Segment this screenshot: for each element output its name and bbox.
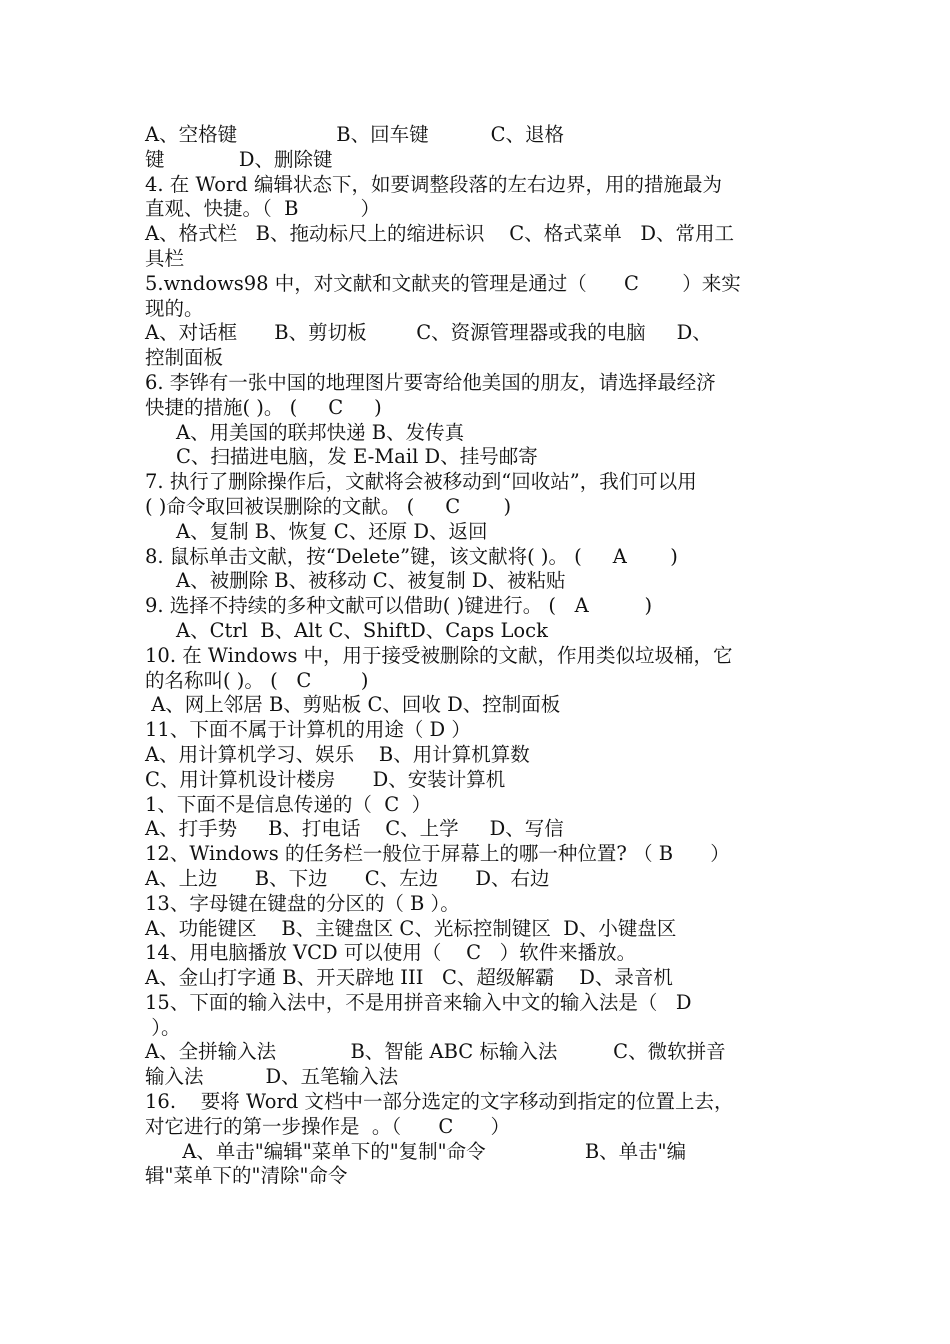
text-line: 4. 在 Word 编辑状态下，如要调整段落的左右边界，用的措施最为 xyxy=(145,172,722,196)
text-line: 具栏 xyxy=(145,246,185,270)
text-line: A、格式栏 B、拖动标尺上的缩进标识 C、格式菜单 D、常用工 xyxy=(145,222,734,246)
text-line: 输入法 D、五笔输入法 xyxy=(145,1065,399,1089)
text-line: C、用计算机设计楼房 D、安装计算机 xyxy=(145,767,506,791)
text-line: 7. 执行了删除操作后，文献将会被移动到“回收站”，我们可以用 xyxy=(145,470,697,494)
text-line: A、用美国的联邦快递 B、发传真 xyxy=(145,420,465,444)
text-line: 10. 在 Windows 中，用于接受被删除的文献，作用类似垃圾桶，它 xyxy=(145,643,733,667)
question-text xyxy=(145,123,810,1189)
text-line: 8. 鼠标单击文献，按“Delete”键，该文献将( )。 ( A ) xyxy=(145,544,678,568)
text-line: A、用计算机学习、娱乐 B、用计算机算数 xyxy=(145,742,530,766)
text-line: 14、用电脑播放 VCD 可以使用（ C ）软件来播放。 xyxy=(145,941,637,965)
text-line: A、金山打字通 B、开天辟地 III C、超级解霸 D、录音机 xyxy=(145,966,673,990)
text-line: 15、下面的输入法中，不是用拼音来输入中文的输入法是（ D xyxy=(145,990,692,1014)
text-line: C、扫描进电脑，发 E-Mail D、挂号邮寄 xyxy=(145,445,538,469)
text-line: A、复制 B、恢复 C、还原 D、返回 xyxy=(145,519,488,543)
text-line: A、打手势 B、打电话 C、上学 D、写信 xyxy=(145,817,564,841)
text-line: 直观、快捷。（ B ） xyxy=(145,197,380,221)
text-line: 辑"菜单下的"清除"命令 xyxy=(145,1164,348,1188)
text-line: 6. 李铧有一张中国的地理图片要寄给他美国的朋友，请选择最经济 xyxy=(145,370,716,394)
text-line: 键 D、删除键 xyxy=(145,147,333,171)
text-line: A、空格键 B、回车键 C、退格 xyxy=(145,123,564,146)
text-line: 的名称叫( )。 ( C ) xyxy=(145,668,369,692)
text-line: ( )命令取回被误删除的文献。 ( C ) xyxy=(145,494,512,518)
text-line: 12、Windows 的任务栏一般位于屏幕上的哪一种位置? （ B ） xyxy=(145,842,730,866)
text-line: 控制面板 xyxy=(145,346,224,370)
text-line: 11、下面不属于计算机的用途（ D ） xyxy=(145,718,471,742)
text-line: 现的。 xyxy=(145,296,204,320)
text-line: A、单击"编辑"菜单下的"复制"命令 B、单击"编 xyxy=(145,1139,687,1163)
text-line: A、功能键区 B、主键盘区 C、光标控制键区 D、小键盘区 xyxy=(145,916,677,940)
text-line: 快捷的措施( )。 ( C ) xyxy=(145,395,382,419)
text-line: A、全拼输入法 B、智能 ABC 标输入法 C、微软拼音 xyxy=(145,1040,726,1064)
text-line: ）。 xyxy=(145,1015,181,1039)
text-line: 9. 选择不持续的多种文献可以借助( )键进行。 ( A ) xyxy=(145,594,653,618)
text-line: A、网上邻居 B、剪贴板 C、回收 D、控制面板 xyxy=(145,693,561,717)
text-line: A、上边 B、下边 C、左边 D、右边 xyxy=(145,866,550,890)
text-line: 对它进行的第一步操作是 。（ C ） xyxy=(145,1114,510,1138)
text-line: 5.wndows98 中，对文献和文献夹的管理是通过（ C ）来实 xyxy=(145,271,741,295)
text-line: 1、下面不是信息传递的（ C ） xyxy=(145,792,432,816)
text-line: A、Ctrl B、Alt C、ShiftD、Caps Lock xyxy=(145,618,548,642)
text-line: A、对话框 B、剪切板 C、资源管理器或我的电脑 D、 xyxy=(145,321,712,345)
text-line: A、被删除 B、被移动 C、被复制 D、被粘贴 xyxy=(145,569,566,593)
text-line: 13、字母键在键盘的分区的（ B ）。 xyxy=(145,891,460,915)
text-line: 16. 要将 Word 文档中一部分选定的文字移动到指定的位置上去， xyxy=(145,1090,734,1114)
